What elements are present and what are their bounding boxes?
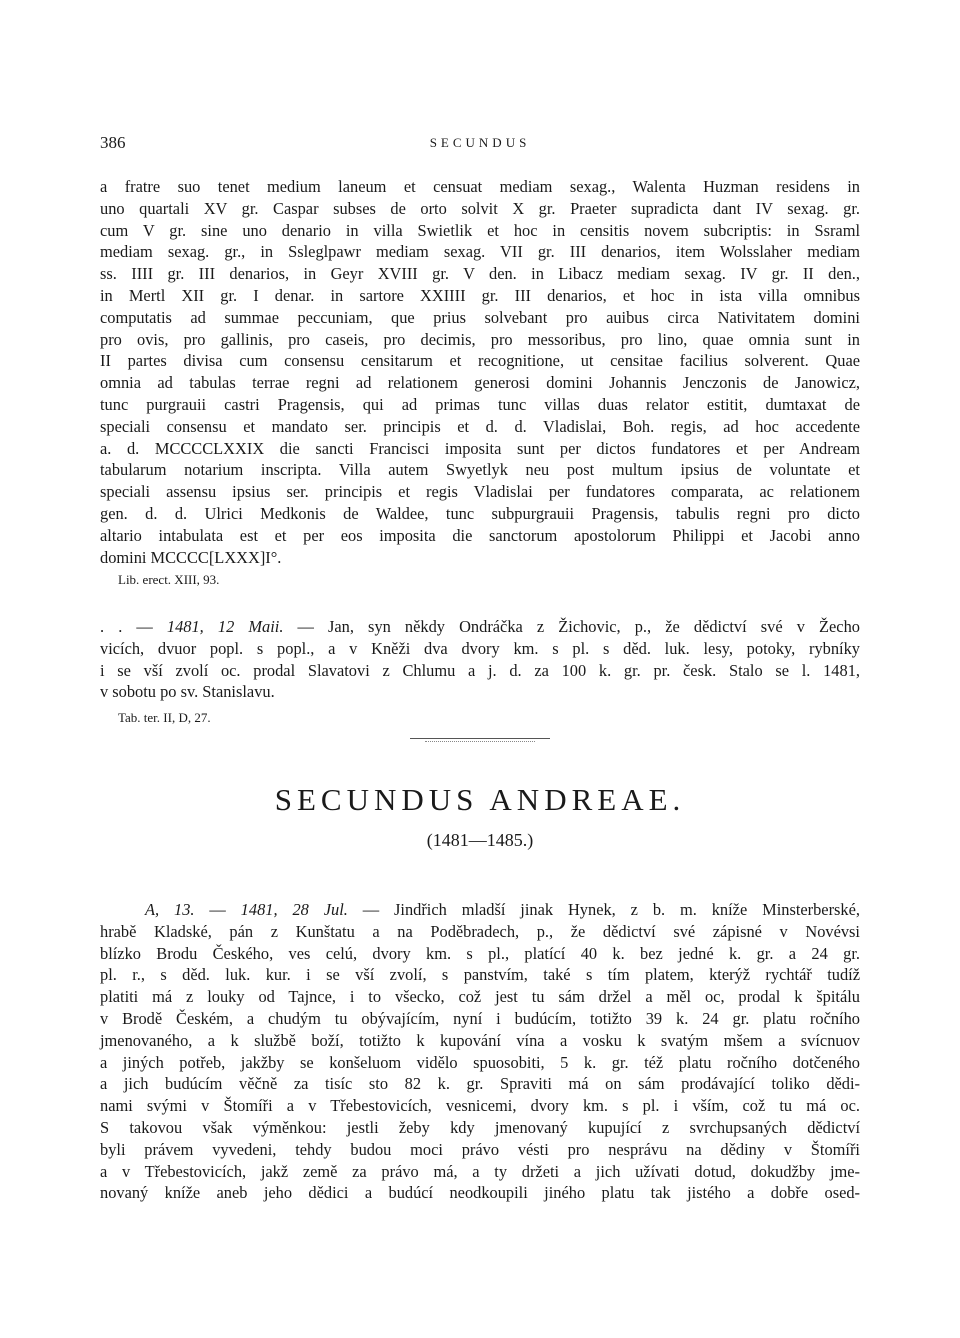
text-line: jmenovaného, a k službě boží, totižto k kupování vína a vosku k svatým mšem a svícnuov [100, 1030, 860, 1050]
section-divider-dotted [425, 741, 535, 742]
text-line-content: — Jindřich mladší jinak Hynek, z b. m. kníže Minsterberské, [347, 900, 860, 919]
source-citation-1: Lib. erect. XIII, 93. [118, 572, 220, 587]
text-line: byli právem vyvedeni, tehdy budou moci právo vésti pro nesprávu na dědiny v Štomíři [100, 1139, 860, 1159]
text-line: S takovou však výměnkou: jestli žeby kdy jmenovaný kupující z svrchupsaných dědictví [100, 1117, 860, 1137]
text-line: v Brodě Českém, a chudým tu obývajícím, nyní i budúcím, totižto 39 k. 24 gr. platu ročního [100, 1008, 860, 1028]
section-dates: (1481—1485.) [426, 830, 534, 850]
page-header [100, 133, 860, 159]
text-line: a fratre suo tenet medium laneum et censuat mediam sexag., Walenta Huzman residens in [100, 177, 860, 196]
text-line: speciali consensu et mandato ser. principis et d. d. Vladislai, Boh. regis, ad hoc accedente [100, 416, 860, 436]
entry-reference: A, 13. [145, 900, 195, 919]
text-line: in Mertl XII gr. I denar. in sartore XXIIII gr. III denarios, et hoc in ista villa omnibus [100, 285, 860, 305]
entry-date: 1481, 12 Maii. [166, 617, 284, 636]
text-line: v sobotu po sv. Stanislavu. [100, 682, 275, 702]
text-line: novaný kníže aneb jeho dědici a budúcí neodkoupili jiného platu tak jistého a dobře osed- [100, 1183, 860, 1203]
text-line: a v Třebestovicích, jakž země za právo má, a ty držeti a jich užívati dotud, dokudžby jme- [100, 1161, 860, 1181]
page-number: 386 [100, 133, 126, 152]
paragraph-1481-12-maii [100, 616, 860, 703]
text-line: cum V gr. sine uno denario in villa Swietlik et hoc in censitis novem subcriptis: in Ssraml [100, 220, 860, 240]
source-citation-2: Tab. ter. II, D, 27. [118, 710, 211, 725]
text-line: speciali assensu ipsius ser. principis et regis Vladislai per fundatores comparata, ac relationem [100, 482, 860, 502]
text-line: tabularum notarium inscripta. Villa autem Swyetlyk neu post multum ipsius de voluntate et [100, 460, 860, 480]
text-line: ss. IIII gr. III denarios, in Geyr XVIII gr. V den. in Libacz mediam sexag. IV gr. II den., [100, 264, 860, 284]
section-divider [410, 738, 550, 739]
text-line [100, 616, 860, 638]
text-line: blízko Brodu Českého, ves celú, dvory km. s pl., platící 40 k. bez jedné k. gr. a 24 gr. [100, 943, 860, 963]
text-line: pro ovis, pro gallinis, pro caseis, pro decimis, pro messoribus, pro lino, quae omnia sunt in [100, 329, 860, 349]
text-line: vicích, dvuor popl. s popl., a v Kněži dva dvory km. s pl. s děd. luk. lesy, potoky, rybníky [100, 638, 860, 658]
text-line: tunc purgrauii castri Pragensis, qui ad primas tunc villas duas relator estitit, dumtaxat de [100, 394, 860, 414]
text-line: a. d. MCCCCLXXIX die sancti Francisci imposita sunt per dictos fundatores et per Andream [100, 438, 860, 458]
paragraph-a13-1481-28-jul [100, 899, 860, 1204]
section-title: SECUNDUS ANDREAE. [274, 782, 686, 817]
text-line: II partes divisa cum consensu censitarum et recognitione, ut censitae facilius solverent. Quae [100, 351, 860, 371]
text-line: platiti má z louky od Tajnce, i to všecko, což jest tu sám držel a měl oc, prodal k špitálu [100, 987, 860, 1007]
text-line: a jiných potřeb, jakžby se konšeluom vidělo spuosobiti, 5 k. gr. též platu ročního dotčeného [100, 1052, 860, 1072]
entry-lead: . . — [100, 617, 167, 636]
text-line: mediam sexag. gr., in Ssleglpawr mediam sexag. VII gr. III denarios, item Wolsslaher mediam [100, 242, 860, 262]
text-line: gen. d. d. Ulrici Medkonis de Waldee, tunc subpurgrauii Pragensis, tabulis regni pro dicto [100, 503, 860, 523]
text-line: omnia ad tabulas terrae regni ad relationem generosi domini Johannis Jenczonis de Janowicz, [100, 373, 860, 393]
running-head: SECUNDUS [429, 135, 531, 150]
text-line: pl. r., s děd. luk. kur. i se vší zvolí, s panstvím, také s tím platem, kterýž rychtář tudíž [100, 965, 860, 985]
text-line: uno quartali XV gr. Caspar subses de orto solvit X gr. Praeter supradicta dant IV sexag. gr. [100, 198, 860, 218]
text-line: nami svými v Štomíři a v Třebestovicích, vesnicemi, dvory km. s pl. i vším, což tu má oc. [100, 1096, 860, 1116]
text-line: domini MCCCC[LXXX]I°. [100, 547, 282, 567]
text-line: altario intabulata est et per eos imposita die sanctorum apostolorum Philippi et Jacobi anno [100, 525, 860, 545]
text-line: a jich budúcím věčně za tisíc sto 82 k. gr. Spraviti má on sám prodávající toliko dědi- [100, 1074, 860, 1094]
entry-date: 1481, 28 Jul. [240, 900, 348, 919]
text-line: hrabě Kladské, pán z Kunštatu a na Poděbradech, p., že dědictví své zápisné v Novévsi [100, 921, 860, 941]
text-line-content: — Jan, syn někdy Ondráčka z Žichovic, p., že dědictví své v Žecho [283, 617, 860, 636]
paragraph-charter-latin [100, 176, 860, 568]
text-line: computatis ad summae peccuniam, que prius solvebant pro auibus circa Nativitatem domini [100, 307, 860, 327]
text-line: i se vší zvolí oc. prodal Slavatovi z Chlumu a j. d. za 100 k. gr. pr. česk. Stalo se l. 1481, [100, 660, 860, 680]
text-line: A, 13. — 1481, 28 Jul. — Jindřich mladší jinak Hynek, z b. m. kníže Minsterberské, [145, 900, 860, 919]
